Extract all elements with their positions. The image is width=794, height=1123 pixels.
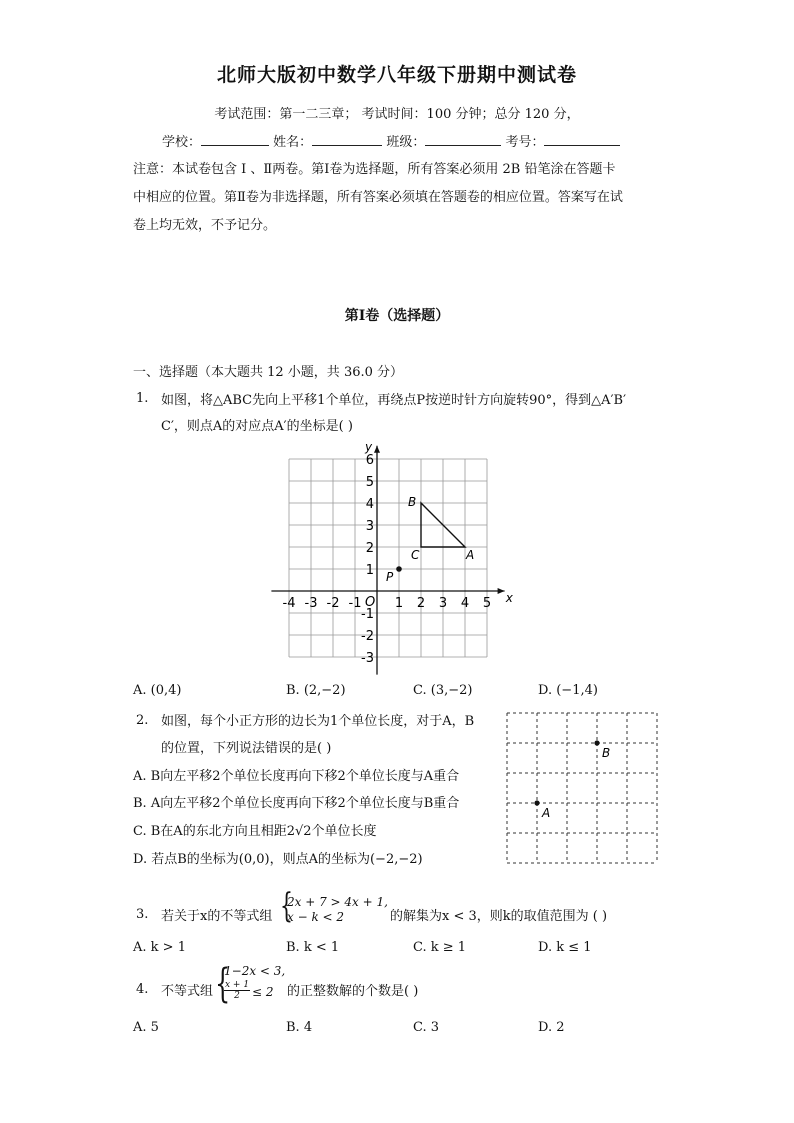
x-axis-arrow [498,588,505,594]
q4-option-a[interactable]: A. 5 [133,1020,159,1035]
q2-option-c[interactable]: C. B在A的东北方向且相距2√2个单位长度 [133,824,377,839]
y-tick-label: 1 [365,563,374,578]
notice-line-2: 中相应的位置。第Ⅱ卷为非选择题，所有答案必须填在答题卷的相应位置。答案写在试 [133,190,623,205]
q2-number: 2. [136,713,149,728]
q4-option-b[interactable]: B. 4 [286,1020,313,1035]
q4-system-line1: 1−2x < 3, [224,964,286,978]
q1-option-a[interactable]: A. (0,4) [133,683,182,698]
q3-suffix: 的解集为x < 3，则k的取值范围为 ( ) [390,909,608,924]
y-tick-label: 5 [365,475,374,490]
id-blank[interactable] [544,131,620,146]
y-tick-label: -1 [361,607,374,622]
q4-fraction [224,980,250,1001]
point-p [396,566,402,572]
y-tick-label: -2 [361,629,374,644]
field-class-label: 班级： [386,135,426,150]
q4-fraction-denominator: 2 [234,991,240,1001]
q2-option-b[interactable]: B. A向左平移2个单位长度再向下移2个单位长度与B重合 [133,796,460,811]
q2-line1: 如图，每个小正方形的边长为1个单位长度，对于A，B [161,714,475,729]
q1-line1: 如图，将△ABC先向上平移1个单位，再绕点P按逆时针方向旋转90°，得到△A′B′ [161,393,627,408]
label-b: B [408,495,417,509]
q4-prefix: 不等式组 [161,984,214,999]
label-p: P [386,570,394,584]
field-school-label: 学校： [162,135,202,150]
label-a: A [466,548,475,562]
y-axis-label: y [365,439,373,454]
q3-system-line1: 2x + 7 > 4x + 1, [287,895,388,909]
field-id-label: 考号： [505,135,545,150]
q3-option-b[interactable]: B. k < 1 [286,940,340,955]
q3-option-a[interactable]: A. k > 1 [133,940,186,955]
x-tick-label: -1 [348,596,362,611]
q4-suffix: 的正整数解的个数是( ) [287,984,419,999]
x-tick-label: -3 [304,596,318,611]
name-blank[interactable] [312,131,382,146]
info-fields [162,131,620,150]
q4-option-d[interactable]: D. 2 [538,1020,565,1035]
label-c: C [411,548,420,562]
point-a [534,800,539,805]
x-tick-label: 5 [482,596,492,611]
q4-fraction-numerator: x + 1 [225,980,250,990]
school-blank[interactable] [201,131,269,146]
q3-option-d[interactable]: D. k ≤ 1 [538,940,592,955]
x-tick-label: -2 [326,596,340,611]
y-tick-label: 3 [365,519,374,534]
class-blank[interactable] [425,131,501,146]
page-title: 北师大版初中数学八年级下册期中测试卷 [216,64,577,86]
q2-line2: 的位置，下列说法错误的是( ) [161,741,332,756]
y-axis-arrow [374,446,380,453]
x-axis-label: x [505,591,513,605]
x-tick-label: 3 [438,596,448,611]
y-tick-label: 2 [365,541,374,556]
y-tick-label: -3 [361,651,374,666]
x-tick-label: -4 [282,596,296,611]
q4-option-c[interactable]: C. 3 [413,1020,440,1035]
q4-number: 4. [136,982,149,997]
q3-number: 3. [136,907,149,922]
q4-system-line2-rest: ≤ 2 [252,985,274,999]
label-a: A [542,806,551,820]
x-tick-label: 1 [394,596,404,611]
q1-coordinate-figure [270,434,520,684]
point-b [594,740,599,745]
y-tick-label: 6 [365,453,374,468]
q2-option-a[interactable]: A. B向左平移2个单位长度再向下移2个单位长度与A重合 [133,769,460,784]
q1-line2: C′，则点A的对应点A′的坐标是( ) [161,419,353,434]
q4-brace: { [215,961,231,1007]
q3-brace: { [280,886,293,926]
q2-option-d[interactable]: D. 若点B的坐标为(0,0)，则点A的坐标为(−2,−2) [133,852,423,867]
q3-prefix: 若关于x的不等式组 [161,909,273,924]
section1-title: 一、选择题（本大题共 12 小题，共 36.0 分） [133,365,404,380]
notice-line-3: 卷上均无效，不予记分。 [133,218,277,233]
x-tick-label: 2 [416,596,426,611]
exam-info: 考试范围：第一二三章； 考试时间：100 分钟；总分 120 分， [214,107,580,122]
q1-option-b[interactable]: B. (2,−2) [286,683,346,698]
q2-dashed-grid-figure [505,711,660,866]
q1-option-d[interactable]: D. (−1,4) [538,683,598,698]
origin-label: O [365,595,376,610]
notice-line-1: 注意：本试卷包含 Ⅰ 、Ⅱ两卷。第Ⅰ卷为选择题，所有答案必须用 2B 铅笔涂在答题卡 [133,162,616,177]
q1-option-c[interactable]: C. (3,−2) [413,683,473,698]
label-b: B [602,746,611,760]
q3-system-line2: x − k < 2 [287,910,345,924]
field-name-label: 姓名： [273,135,313,150]
q1-number: 1. [136,391,149,406]
q3-option-c[interactable]: C. k ≥ 1 [413,940,467,955]
x-tick-label: 4 [460,596,470,611]
part1-title: 第Ⅰ卷（选择题） [344,308,450,324]
y-tick-label: 4 [365,497,374,512]
